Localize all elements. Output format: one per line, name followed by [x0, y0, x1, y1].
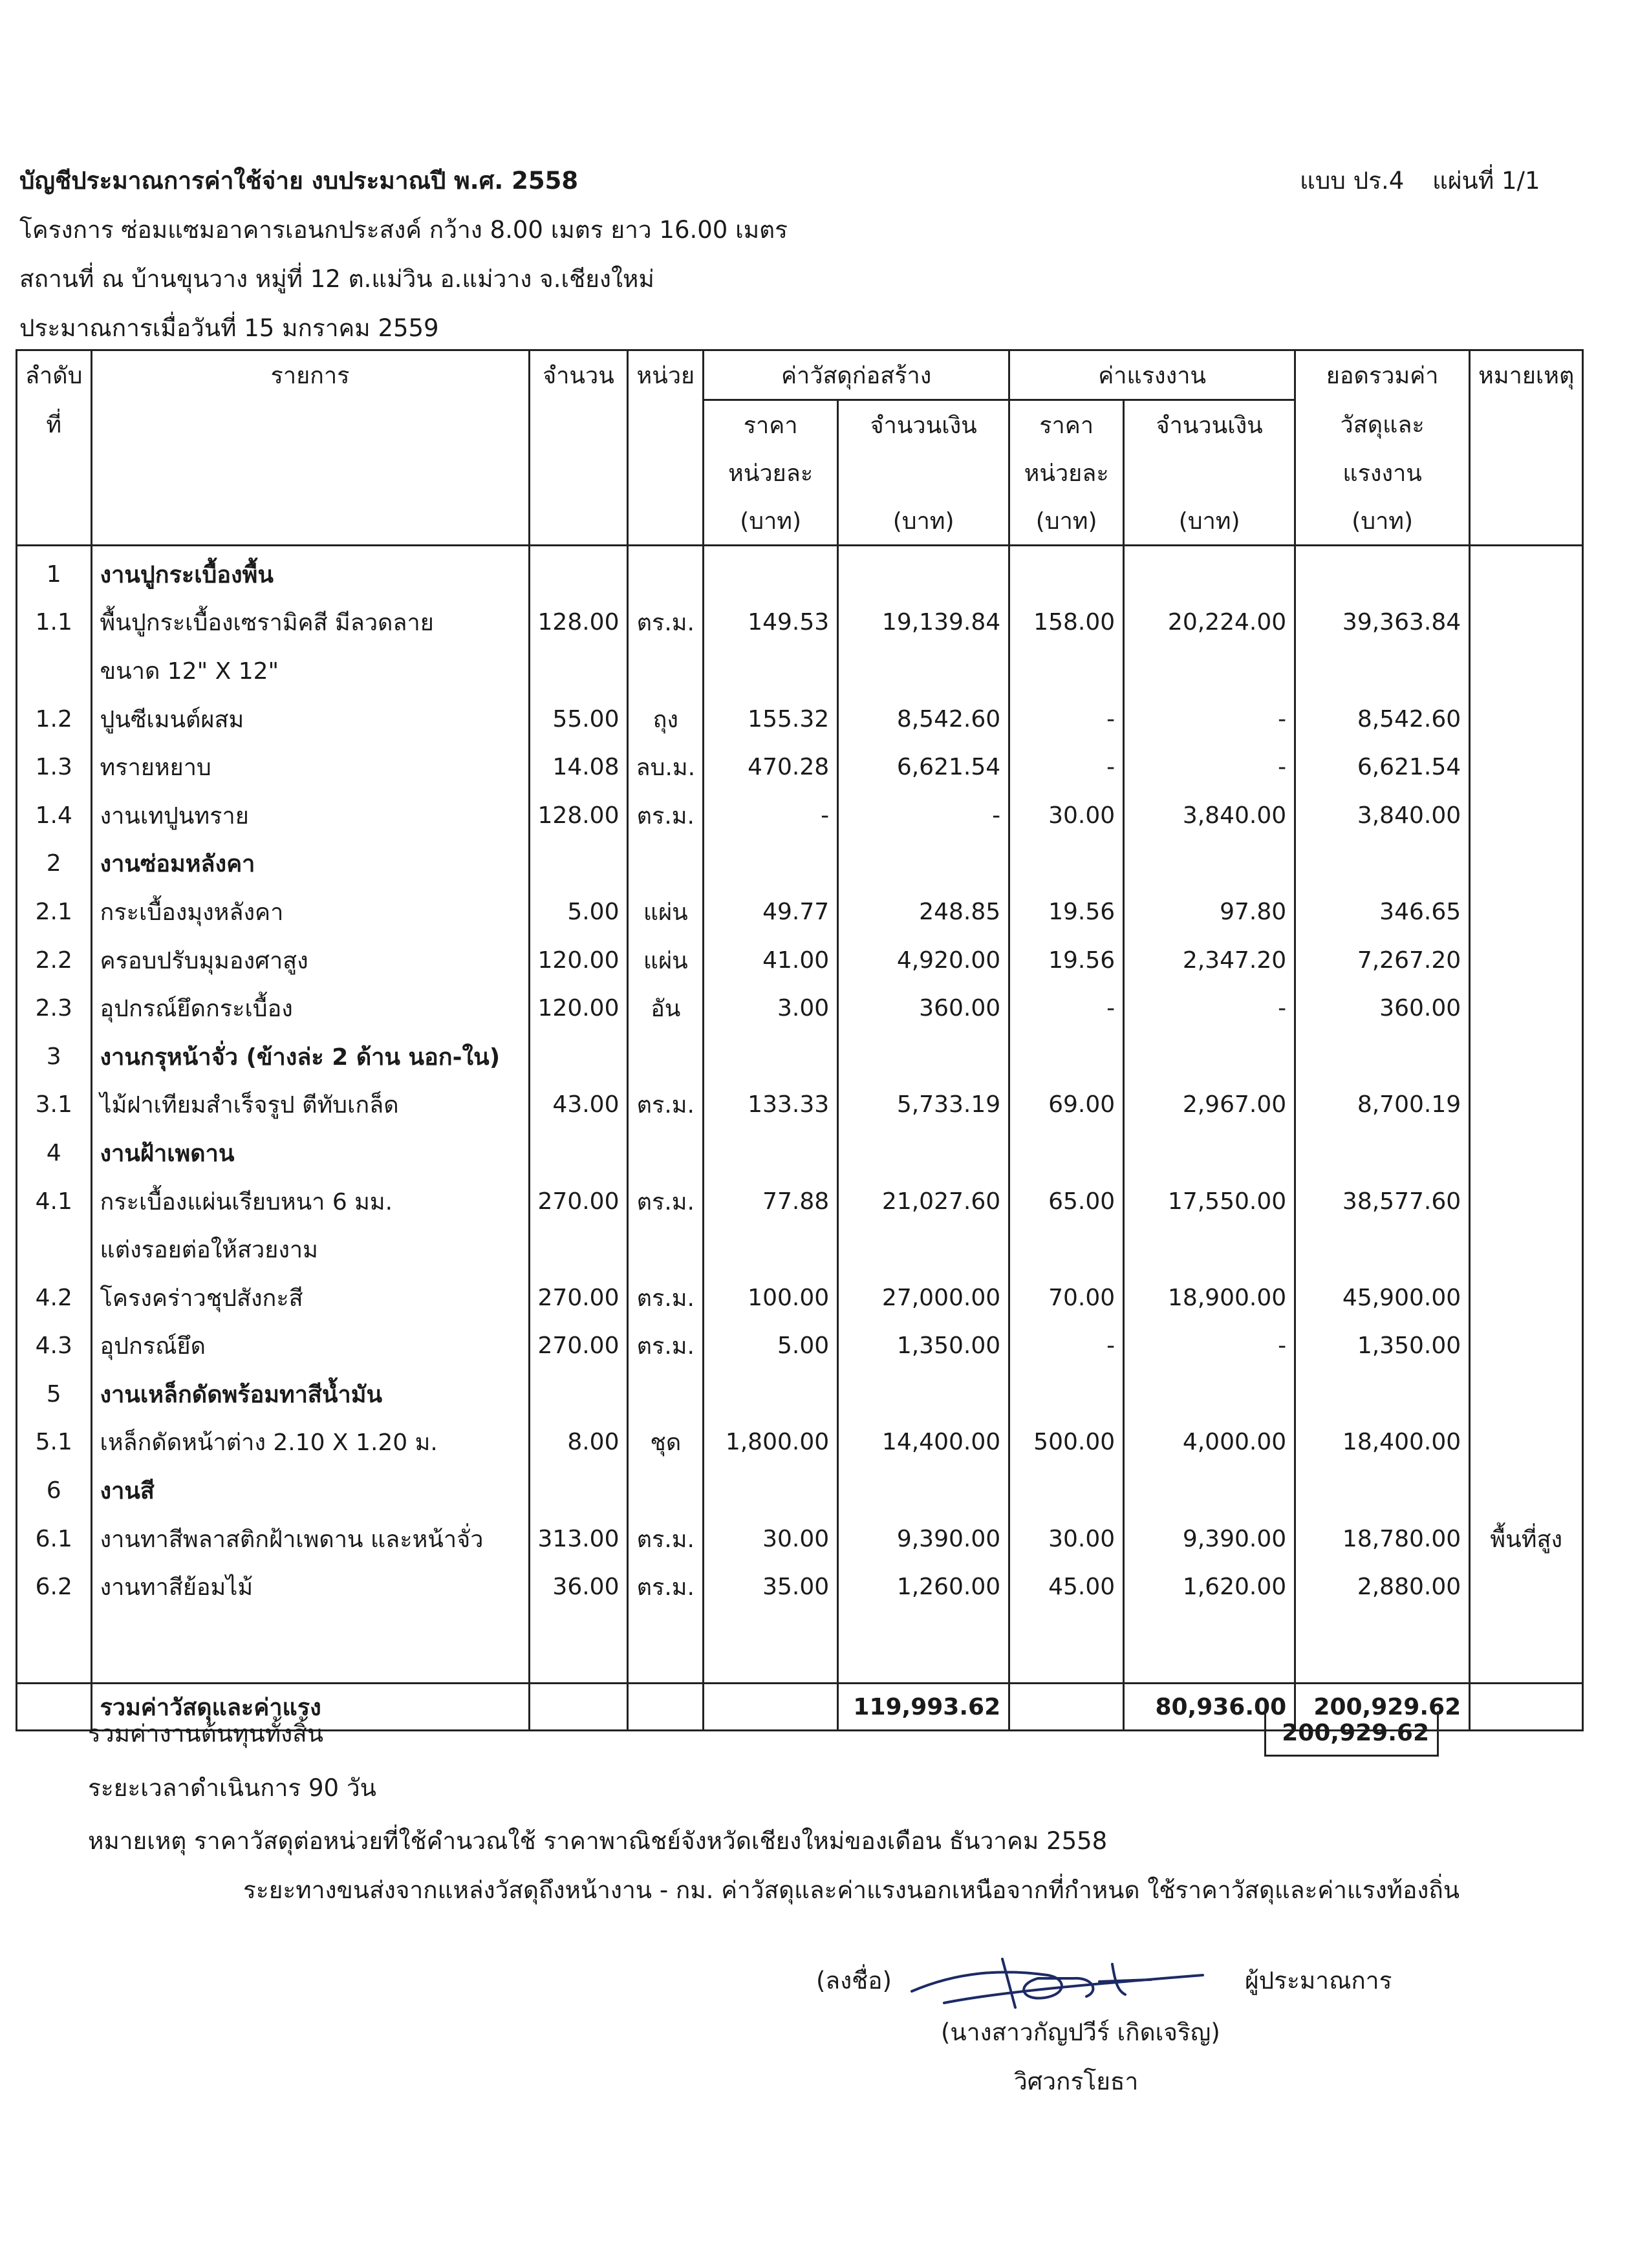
row-total: 18,400.00 — [1295, 1418, 1470, 1467]
row-material-price: 41.00 — [704, 936, 838, 985]
row-total: 346.65 — [1295, 888, 1470, 936]
row-labor-amount: 1,620.00 — [1124, 1563, 1295, 1611]
document-title: บัญชีประมาณการค่าใช้จ่าย งบประมาณปี พ.ศ. 2558 — [19, 167, 579, 195]
row-no: 1.4 — [17, 791, 92, 840]
row-no: 4.3 — [17, 1322, 92, 1371]
row-labor-amount: - — [1124, 1322, 1295, 1371]
row-labor-amount: - — [1124, 984, 1295, 1032]
row-labor-amount: - — [1124, 695, 1295, 744]
header-lab-price-line2: หน่วยละ — [1009, 449, 1124, 497]
row-no: 6.2 — [17, 1563, 92, 1611]
table-row — [17, 647, 1583, 695]
row-labor-amount: - — [1124, 743, 1295, 791]
row-labor-price — [1009, 1370, 1124, 1418]
row-no: 4.2 — [17, 1274, 92, 1322]
row-material-amount — [838, 840, 1009, 888]
row-quantity: 55.00 — [529, 695, 628, 744]
row-description: งานสี — [91, 1466, 529, 1515]
signer-position: วิศวกรโยธา — [1014, 2068, 1139, 2095]
table-row — [17, 1563, 1583, 1611]
row-labor-amount: 18,900.00 — [1124, 1274, 1295, 1322]
row-quantity: 270.00 — [529, 1177, 628, 1226]
row-unit: ชุด — [628, 1418, 704, 1467]
header-baht: (บาท) — [1124, 497, 1295, 546]
row-no: 6 — [17, 1466, 92, 1515]
row-quantity — [529, 647, 628, 695]
row-no — [17, 1225, 92, 1274]
header-baht: (บาท) — [1009, 497, 1124, 546]
row-no: 2.1 — [17, 888, 92, 936]
row-material-price: 1,800.00 — [704, 1418, 838, 1467]
row-description: งานทาสีย้อมไม้ — [91, 1563, 529, 1611]
row-description: แต่งรอยต่อให้สวยงาม — [91, 1225, 529, 1274]
row-quantity — [529, 1129, 628, 1177]
row-remark: พื้นที่สูง — [1470, 1515, 1583, 1563]
row-remark — [1470, 1129, 1583, 1177]
row-total — [1295, 1466, 1470, 1515]
row-material-amount: 4,920.00 — [838, 936, 1009, 985]
row-unit — [628, 840, 704, 888]
header-total: ยอดรวมค่า — [1295, 350, 1470, 400]
row-material-price — [704, 1225, 838, 1274]
row-remark — [1470, 1274, 1583, 1322]
row-total — [1295, 1032, 1470, 1081]
row-no: 3 — [17, 1032, 92, 1081]
row-labor-price: 65.00 — [1009, 1177, 1124, 1226]
row-labor-price: 70.00 — [1009, 1274, 1124, 1322]
row-material-price — [704, 840, 838, 888]
header-baht: (บาท) — [704, 497, 838, 546]
row-description: อุปกรณ์ยึดกระเบื้อง — [91, 984, 529, 1032]
row-material-price: 77.88 — [704, 1177, 838, 1226]
row-remark — [1470, 647, 1583, 695]
section-row — [17, 1129, 1583, 1177]
row-material-price: 5.00 — [704, 1322, 838, 1371]
row-material-amount: 360.00 — [838, 984, 1009, 1032]
row-labor-price — [1009, 840, 1124, 888]
row-total: 38,577.60 — [1295, 1177, 1470, 1226]
row-description: งานทาสีพลาสติกฝ้าเพดาน และหน้าจั่ว — [91, 1515, 529, 1563]
row-labor-price: 19.56 — [1009, 936, 1124, 985]
row-labor-amount: 3,840.00 — [1124, 791, 1295, 840]
row-material-price: 155.32 — [704, 695, 838, 744]
row-labor-amount: 2,967.00 — [1124, 1081, 1295, 1129]
row-unit: อัน — [628, 984, 704, 1032]
row-unit: ตร.ม. — [628, 1515, 704, 1563]
row-description: กระเบื้องแผ่นเรียบหนา 6 มม. — [91, 1177, 529, 1226]
row-labor-price — [1009, 1129, 1124, 1177]
row-labor-amount: 97.80 — [1124, 888, 1295, 936]
row-description: กระเบื้องมุงหลังคา — [91, 888, 529, 936]
row-unit — [628, 1466, 704, 1515]
row-labor-amount: 2,347.20 — [1124, 936, 1295, 985]
section-row — [17, 840, 1583, 888]
row-material-amount: - — [838, 791, 1009, 840]
row-no: 1.3 — [17, 743, 92, 791]
row-quantity: 120.00 — [529, 984, 628, 1032]
row-remark — [1470, 984, 1583, 1032]
row-unit: ตร.ม. — [628, 599, 704, 647]
row-labor-amount — [1124, 1129, 1295, 1177]
signer-name: (นางสาวกัญปวีร์ เกิดเจริญ) — [941, 2018, 1220, 2046]
table-row — [17, 936, 1583, 985]
header-remark: หมายเหตุ — [1470, 350, 1583, 400]
row-total — [1295, 1370, 1470, 1418]
row-remark — [1470, 599, 1583, 647]
row-no: 4 — [17, 1129, 92, 1177]
row-material-amount: 21,027.60 — [838, 1177, 1009, 1226]
header-item: รายการ — [91, 350, 529, 400]
header-mat-price-line2: หน่วยละ — [704, 449, 838, 497]
row-material-amount: 248.85 — [838, 888, 1009, 936]
project-line: โครงการ ซ่อมแซมอาคารเอนกประสงค์ กว้าง 8.00 เมตร ยาว 16.00 เมตร — [19, 216, 788, 244]
row-quantity — [529, 1466, 628, 1515]
row-labor-price — [1009, 1466, 1124, 1515]
row-labor-price — [1009, 546, 1124, 599]
row-total: 8,542.60 — [1295, 695, 1470, 744]
row-labor-price — [1009, 1225, 1124, 1274]
cost-value-box: 200,929.62 — [1264, 1711, 1439, 1757]
total-material: 119,993.62 — [838, 1684, 1009, 1731]
row-no — [17, 647, 92, 695]
header-no: ลำดับ — [17, 350, 92, 400]
row-labor-amount — [1124, 546, 1295, 599]
row-labor-price — [1009, 647, 1124, 695]
row-total — [1295, 1225, 1470, 1274]
row-total: 1,350.00 — [1295, 1322, 1470, 1371]
row-unit — [628, 1032, 704, 1081]
row-material-amount — [838, 647, 1009, 695]
row-remark — [1470, 1370, 1583, 1418]
row-material-price: 49.77 — [704, 888, 838, 936]
header-material: ค่าวัสดุก่อสร้าง — [704, 350, 1009, 400]
row-no: 6.1 — [17, 1515, 92, 1563]
row-quantity: 8.00 — [529, 1418, 628, 1467]
row-remark — [1470, 1081, 1583, 1129]
row-no: 4.1 — [17, 1177, 92, 1226]
table-row — [17, 695, 1583, 744]
row-unit: แผ่น — [628, 888, 704, 936]
header-total-line2: วัสดุและ — [1295, 400, 1470, 449]
row-remark — [1470, 791, 1583, 840]
boq-table — [16, 349, 1584, 1731]
row-material-price — [704, 1466, 838, 1515]
row-remark — [1470, 743, 1583, 791]
row-remark — [1470, 1466, 1583, 1515]
row-labor-price: 19.56 — [1009, 888, 1124, 936]
row-labor-amount — [1124, 1032, 1295, 1081]
row-description: ปูนซีเมนต์ผสม — [91, 695, 529, 744]
table-row — [17, 1081, 1583, 1129]
row-unit — [628, 546, 704, 599]
section-row — [17, 1032, 1583, 1081]
row-unit: ตร.ม. — [628, 1081, 704, 1129]
row-remark — [1470, 888, 1583, 936]
row-material-amount: 1,350.00 — [838, 1322, 1009, 1371]
row-labor-amount — [1124, 1466, 1295, 1515]
row-quantity: 270.00 — [529, 1274, 628, 1322]
signature-mark — [905, 1946, 1216, 2017]
row-labor-amount: 17,550.00 — [1124, 1177, 1295, 1226]
row-labor-amount — [1124, 840, 1295, 888]
row-quantity: 43.00 — [529, 1081, 628, 1129]
row-no: 5.1 — [17, 1418, 92, 1467]
row-quantity: 36.00 — [529, 1563, 628, 1611]
row-quantity: 270.00 — [529, 1322, 628, 1371]
row-labor-amount — [1124, 1225, 1295, 1274]
row-material-amount — [838, 546, 1009, 599]
row-material-price — [704, 1129, 838, 1177]
row-description: งานฝ้าเพดาน — [91, 1129, 529, 1177]
row-unit — [628, 647, 704, 695]
row-total: 6,621.54 — [1295, 743, 1470, 791]
row-labor-price: - — [1009, 743, 1124, 791]
row-material-price — [704, 546, 838, 599]
row-description: พื้นปูกระเบื้องเซรามิคสี มีลวดลาย — [91, 599, 529, 647]
row-labor-price: 69.00 — [1009, 1081, 1124, 1129]
row-quantity — [529, 546, 628, 599]
totals-label: รวมค่าวัสดุและค่าแรง — [91, 1684, 529, 1731]
header-baht: (บาท) — [838, 497, 1009, 546]
row-material-amount: 19,139.84 — [838, 599, 1009, 647]
header-qty: จำนวน — [529, 350, 628, 400]
table-row — [17, 1418, 1583, 1467]
row-total — [1295, 840, 1470, 888]
header-baht: (บาท) — [1295, 497, 1470, 546]
row-labor-price: - — [1009, 1322, 1124, 1371]
sheet-number: แผ่นที่ 1/1 — [1432, 167, 1540, 195]
row-labor-price: 30.00 — [1009, 1515, 1124, 1563]
row-unit: ถุง — [628, 695, 704, 744]
row-description: ขนาด 12" X 12" — [91, 647, 529, 695]
row-remark — [1470, 1322, 1583, 1371]
row-material-price: 35.00 — [704, 1563, 838, 1611]
row-description: งานกรุหน้าจั่ว (ข้างล่ะ 2 ด้าน นอก-ใน) — [91, 1032, 529, 1081]
table-row — [17, 1274, 1583, 1322]
row-remark — [1470, 1032, 1583, 1081]
row-total: 7,267.20 — [1295, 936, 1470, 985]
row-description: เหล็กดัดหน้าต่าง 2.10 X 1.20 ม. — [91, 1418, 529, 1467]
header-labor: ค่าแรงงาน — [1009, 350, 1295, 400]
signer-role: ผู้ประมาณการ — [1245, 1967, 1392, 1995]
section-row — [17, 1370, 1583, 1418]
row-quantity: 128.00 — [529, 791, 628, 840]
row-description: งานเหล็กดัดพร้อมทาสีน้ำมัน — [91, 1370, 529, 1418]
row-remark — [1470, 546, 1583, 599]
row-material-price: 133.33 — [704, 1081, 838, 1129]
row-description: ครอบปรับมุมองศาสูง — [91, 936, 529, 985]
note-line-1: หมายเหตุ ราคาวัสดุต่อหน่วยที่ใช้คำนวณใช้ ราคาพาณิชย์จังหวัดเชียงใหม่ของเดือน ธันวาคม 2558 — [88, 1827, 1108, 1855]
location-line: สถานที่ ณ บ้านขุนวาง หมู่ที่ 12 ต.แม่วิน อ.แม่วาง จ.เชียงใหม่ — [19, 265, 654, 293]
row-description: ทรายหยาบ — [91, 743, 529, 791]
grand-total: 200,929.62 — [1295, 1684, 1470, 1731]
row-unit: ตร.ม. — [628, 1563, 704, 1611]
row-total: 45,900.00 — [1295, 1274, 1470, 1322]
row-unit: ตร.ม. — [628, 791, 704, 840]
row-description: ไม้ฝาเทียมสำเร็จรูป ตีทับเกล็ด — [91, 1081, 529, 1129]
row-no: 1 — [17, 546, 92, 599]
row-material-amount: 1,260.00 — [838, 1563, 1009, 1611]
table-row — [17, 984, 1583, 1032]
row-total: 3,840.00 — [1295, 791, 1470, 840]
row-quantity — [529, 1370, 628, 1418]
row-material-amount: 27,000.00 — [838, 1274, 1009, 1322]
row-quantity: 313.00 — [529, 1515, 628, 1563]
header-total-line3: แรงงาน — [1295, 449, 1470, 497]
section-row — [17, 1466, 1583, 1515]
row-material-price — [704, 1370, 838, 1418]
row-material-price — [704, 647, 838, 695]
row-remark — [1470, 1563, 1583, 1611]
row-unit — [628, 1225, 704, 1274]
row-material-amount — [838, 1225, 1009, 1274]
table-row — [17, 1177, 1583, 1226]
table-row — [17, 1225, 1583, 1274]
row-material-price — [704, 1032, 838, 1081]
row-material-amount: 8,542.60 — [838, 695, 1009, 744]
row-material-price: 30.00 — [704, 1515, 838, 1563]
row-total: 360.00 — [1295, 984, 1470, 1032]
row-unit: ลบ.ม. — [628, 743, 704, 791]
row-unit — [628, 1370, 704, 1418]
row-labor-amount: 9,390.00 — [1124, 1515, 1295, 1563]
form-code: แบบ ปร.4 — [1300, 167, 1405, 195]
cost-label: รวมค่างานต้นทุนทั้งสิ้น — [88, 1720, 324, 1748]
row-quantity: 128.00 — [529, 599, 628, 647]
row-total: 39,363.84 — [1295, 599, 1470, 647]
row-total: 2,880.00 — [1295, 1563, 1470, 1611]
row-labor-price: 45.00 — [1009, 1563, 1124, 1611]
row-description: โครงคร่าวชุปสังกะสี — [91, 1274, 529, 1322]
row-material-amount: 14,400.00 — [838, 1418, 1009, 1467]
row-no: 2.2 — [17, 936, 92, 985]
row-material-price: 149.53 — [704, 599, 838, 647]
section-row — [17, 546, 1583, 599]
header-mat-price: ราคา — [704, 400, 838, 449]
row-material-price: - — [704, 791, 838, 840]
row-no: 2 — [17, 840, 92, 888]
row-remark — [1470, 1225, 1583, 1274]
row-no: 2.3 — [17, 984, 92, 1032]
duration: ระยะเวลาดำเนินการ 90 วัน — [88, 1774, 376, 1802]
row-quantity — [529, 840, 628, 888]
row-material-amount: 6,621.54 — [838, 743, 1009, 791]
table-row — [17, 888, 1583, 936]
row-remark — [1470, 1177, 1583, 1226]
row-remark — [1470, 936, 1583, 985]
row-no: 1.1 — [17, 599, 92, 647]
row-labor-amount: 4,000.00 — [1124, 1418, 1295, 1467]
row-labor-price: - — [1009, 695, 1124, 744]
row-quantity: 5.00 — [529, 888, 628, 936]
boq-body — [17, 546, 1583, 1612]
row-quantity: 14.08 — [529, 743, 628, 791]
row-no: 1.2 — [17, 695, 92, 744]
row-no: 3.1 — [17, 1081, 92, 1129]
row-material-amount — [838, 1129, 1009, 1177]
row-quantity: 120.00 — [529, 936, 628, 985]
estimate-date: ประมาณการเมื่อวันที่ 15 มกราคม 2559 — [19, 314, 439, 342]
row-description: งานปูกระเบื้องพื้น — [91, 546, 529, 599]
header-no-line2: ที่ — [17, 400, 92, 449]
table-row — [17, 743, 1583, 791]
row-material-amount: 5,733.19 — [838, 1081, 1009, 1129]
row-material-price: 3.00 — [704, 984, 838, 1032]
sign-label: (ลงชื่อ) — [816, 1967, 892, 1995]
row-unit — [628, 1129, 704, 1177]
row-labor-amount: 20,224.00 — [1124, 599, 1295, 647]
row-total — [1295, 647, 1470, 695]
table-row — [17, 1515, 1583, 1563]
row-labor-price: - — [1009, 984, 1124, 1032]
row-labor-amount — [1124, 647, 1295, 695]
row-material-price: 470.28 — [704, 743, 838, 791]
row-total — [1295, 1129, 1470, 1177]
row-remark — [1470, 1418, 1583, 1467]
row-total: 18,780.00 — [1295, 1515, 1470, 1563]
row-unit: ตร.ม. — [628, 1322, 704, 1371]
row-material-amount: 9,390.00 — [838, 1515, 1009, 1563]
row-quantity — [529, 1225, 628, 1274]
row-labor-price: 30.00 — [1009, 791, 1124, 840]
row-total: 8,700.19 — [1295, 1081, 1470, 1129]
row-description: งานเทปูนทราย — [91, 791, 529, 840]
row-labor-price: 158.00 — [1009, 599, 1124, 647]
header-mat-amount: จำนวนเงิน — [838, 400, 1009, 449]
row-no: 5 — [17, 1370, 92, 1418]
row-material-amount — [838, 1370, 1009, 1418]
note-line-2: ระยะทางขนส่งจากแหล่งวัสดุถึงหน้างาน - กม. ค่าวัสดุและค่าแรงนอกเหนือจากที่กำหนด ใช้ราคาวัสดุและค่าแรงท้องถิ่น — [243, 1876, 1460, 1904]
table-row — [17, 599, 1583, 647]
row-remark — [1470, 695, 1583, 744]
header-lab-amount: จำนวนเงิน — [1124, 400, 1295, 449]
row-labor-price — [1009, 1032, 1124, 1081]
row-quantity — [529, 1032, 628, 1081]
table-row — [17, 1322, 1583, 1371]
header-unit: หน่วย — [628, 350, 704, 400]
row-unit: ตร.ม. — [628, 1274, 704, 1322]
row-remark — [1470, 840, 1583, 888]
row-unit: ตร.ม. — [628, 1177, 704, 1226]
row-description: งานซ่อมหลังคา — [91, 840, 529, 888]
total-labor: 80,936.00 — [1124, 1684, 1295, 1731]
row-material-amount — [838, 1466, 1009, 1515]
row-unit: แผ่น — [628, 936, 704, 985]
row-description: อุปกรณ์ยึด — [91, 1322, 529, 1371]
header-lab-price: ราคา — [1009, 400, 1124, 449]
row-material-amount — [838, 1032, 1009, 1081]
row-total — [1295, 546, 1470, 599]
row-material-price: 100.00 — [704, 1274, 838, 1322]
row-labor-amount — [1124, 1370, 1295, 1418]
row-labor-price: 500.00 — [1009, 1418, 1124, 1467]
table-row — [17, 791, 1583, 840]
